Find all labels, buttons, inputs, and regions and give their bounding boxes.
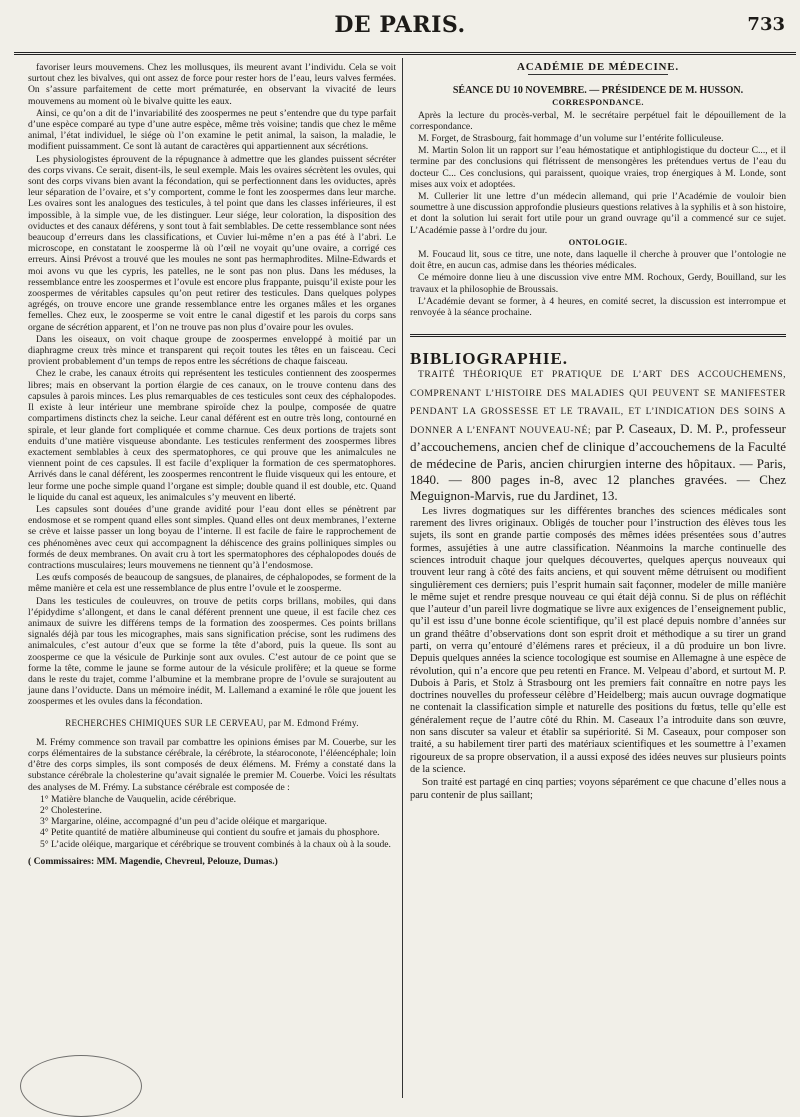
commissaires-note: ( Commissaires: MM. Magendie, Chevreul, Pelouze, Dumas.) <box>28 855 278 867</box>
page-header <box>0 0 800 60</box>
book-entry <box>410 365 786 504</box>
book-meta: par P. Caseaux, D. M. P., professeur d’accouchemens, ancien chef de clinique d’accouchemens de la Faculté de médecine de Paris, ancien chirurgien interne des hôpitaux. — Paris, 1840. — 800 pages in-8, avec 12 planches gravées. — Chez Meguignon-Marvis, rue du Jardinet, 13. <box>410 420 787 504</box>
paragraph: M. Foucaud lit, sous ce titre, une note, dans laquelle il cherche à prouver que l’ontologie ne doit être, en aucun cas, admise dans les théories médicales. <box>410 249 786 272</box>
paragraph: favoriser leurs mouvemens. Chez les mollusques, ils meurent avant l’individu. Cela se voit surtout chez les bivalves, qui ont assez de force pour rester hors de l’eau, leurs valves fermées. On s’assure parfaitement de cette mort prématurée, en observant la vivacité de leurs mouvemens au moment où le bivalve quitte les eaux. <box>28 62 396 107</box>
paragraph: Ainsi, ce qu’on a dit de l’invariabilité des zoospermes ne peut s’entendre que du type parfait d’une espèce comparé au type d’une autre espèce, même très voisine; tandis que chez le même animal, l’état individuel, le siége où l’on examine le petit animal, la saison, la maladie, le modifient puissamment. Ce sont là autant de caractères qui appartiennent aux sécrétions. <box>28 107 396 153</box>
paragraph: M. Frémy commence son travail par combattre les opinions émises par M. Couerbe, sur les corps élémentaires de la substance cérébrale, la cérébrote, la stéaroconote, l’éléencéphale; loin d’être des corps simples, ils sont composés de deux élémens. M. Frémy a constaté dans la substance cérébrale la cholesterine qu’avait signalée le premier M. Couerbe. Voici les résultats des analyses de M. Frémy. La substance cérébrale est composée de : <box>28 736 396 793</box>
paragraph: Ce mémoire donne lieu à une discussion vive entre MM. Rochoux, Gerdy, Bouilland, sur les travaux et la philosophie de Broussais. <box>410 272 786 295</box>
paragraph: Les œufs composés de beaucoup de sangsues, de planaires, de céphalopodes, se forment de la même manière et cela est une ressemblance de plus entre l’ovule et le zoosperme. <box>28 572 396 595</box>
library-stamp <box>20 1055 142 1117</box>
left-column <box>28 62 396 868</box>
paragraph: Son traité est partagé en cinq parties; voyons séparément ce que chacune d’elles nous a paru contenir de plus saillant; <box>410 777 786 801</box>
section-subheading: RECHERCHES CHIMIQUES SUR LE CERVEAU, par M. Edmond Frémy. <box>65 717 359 728</box>
bibliographie-heading: BIBLIOGRAPHIE. <box>410 349 569 369</box>
paragraph: M. Martin Solon lit un rapport sur l’eau hémostatique et antiphlogistique du docteur C..., et il termine par des conclusions qui flétrissent de mensongères les prétendues vertus de l’eau du docteur C... Ces conclusions, qui paraissent, quoique vraies, trop énergiques à M. Londe, sont mises aux voix et adoptées. <box>410 145 786 190</box>
paragraph: L’Académie devant se former, à 4 heures, en comité secret, la discussion est interrompue et renvoyée à la séance prochaine. <box>410 295 786 319</box>
paragraph: M. Cullerier lit une lettre d’un médecin allemand, qui prie l’Académie de vouloir bien soumettre à une discussion approfondie plusieurs questions relatives à la syphilis et à son histoire, et dont la solution lui serait fort utile pour un grand ouvrage qu’il a commencé sur ce sujet. L’Académie passe à l’ordre du jour. <box>410 191 786 236</box>
header-rule <box>14 52 796 55</box>
heading-rule <box>528 74 668 75</box>
paragraph: Les livres dogmatiques sur les différentes branches des sciences médicales sont rarement des livres originaux. Obligés de toucher pour l’instruction des élèves tous les sujets, ils sont en grande partie composés des mêmes idées présentées sous d’autres formes, assujéties à une autre classification. Néanmoins la marche continuelle des sciences introduit chaque jour quelques découvertes, quelques aperçus nouveaux qui trouvent leur rang à côté des faits anciens, et qui souvent même détruisent ou modifient singulièrement ces derniers; puis l’esprit humain sait façonner, modeler de mille manière le même sujet et rendre presque nouveau ce qui était déjà connu. Si de plus on réfléchit que l’auteur d’un pareil livre dogmatique se livre aux exigences de l’enseignement public, qu’il est issu d’une bonne école scientifique, qu’il est placé depuis nombre d’années sur un grand théâtre d’observations dont son esprit droit et méthodique a su tirer un grand parti, on verra qu’entouré d’élémens rares et précieux, il a dû produire un bon livre. Depuis quelques années la science tocologique est soumise en Allemagne à une espèce de révolution, qui n’a encore que peu retenti en France. M. Velpeau d’abord, et surtout M. P. Dubois à Paris, et Stolz à Strasbourg ont les premiers fait connaître en notre pays les doctrines nouvelles du professeur célèbre d’Heidelberg; mais aucun ouvrage dogmatique ne contenait la classification simple et naturelle des positions du fœtus, telle qu’elle est généralement reçue de l’autre côté du Rhin. M. Caseaux l’a introduite dans son œuvre, non sans discuter sa valeur et établir sa supériorité. Si M. Caseaux, pour composer son traité, a su habilement tirer parti des matériaux scientifiques et les soumettre à l’examen rigoureux de sa propre observation, il a aussi exposé des idées neuves sur plusieurs points de la science. <box>410 505 786 775</box>
paragraph: Les capsules sont douées d’une grande avidité pour l’eau dont elles se pénètrent par endosmose et se rompent quand elles sont simples. Quand elles ont deux membranes, l’externe se crève et laisse passer un long boyau de l’interne. Il est facile de faire le rapprochement de ces phénomènes avec ceux qui accompagnent la déhiscence des grains polliniques simples ou formés de deux membranes. On avait cru à tort les spermatophores des céphalopodes doués de contractions musculaires; leurs mouvemens ne tiennent qu’à l’endosmose. <box>28 503 396 571</box>
book-review <box>410 506 786 802</box>
section-rule <box>410 334 786 337</box>
column-divider <box>402 58 403 1098</box>
correspondance-label: CORRESPONDANCE. <box>552 97 644 108</box>
paragraph: Dans les testicules de couleuvres, on trouve de petits corps brillans, mobiles, qui dans l’épidydime s’allongent, et dans le canal déférent prennent une queue, il est facile chez ces animaux de suivre les différens temps de la formation des zoospermes. Ces points brillans signalés déjà par tous les micographes, mais sans signification précise, sont les rudimens des animalcules, c’est autour d’eux que se forme la tête d’abord, puis la queue. Ils sont au zoosperme ce que la vésicule de Purkinje sont aux ovules. C’est autour de ce point que se forme la tête, comme le jaune se forme autour de la vésicule prolifère; et la queue se forme dans le reste du trajet, comme l’albumine et la membrane propre de l’ovule se surajoutent au jaune dans l’oviducte. Dans un mémoire inédit, M. Lallemand a examiné le rôle que jouent les zoospermes et les ovules dans la fécondation. <box>28 595 396 708</box>
book-title: TRAITÉ THÉORIQUE ET PRATIQUE DE L’ART DES ACCOUCHEMENS, COMPRENANT L’HISTOIRE DES MALADIES QUI PEUVENT SE MANIFESTER PENDANT LA GROSSESSE ET LE TRAVAIL, ET L’INDICATION DES SOINS A DONNER A L’ENFANT NOUVEAU-NÉ; <box>410 369 786 436</box>
paragraph: Chez le crabe, les canaux étroits qui représentent les testicules contiennent des zoospermes libres; mais en observant la portion élargie de ces canaux, on le trouve contenu dans des capsules à parois minces. Les plus remarquables de ces testicules sont ceux des céphalopodes. Il existe à leur intérieur une membrane spiroïde chez la poulpe, composée de quatre compartimens distincts chez la seiche. Leur canal déférent est en outre très long, contourné en spirale, et leur glande fort compliquée et comme charnue. Ces deux portions de trajets sont enduits d’une matière visqueuse abondante. Les testicules renferment des zoospermes libres exactement semblables à ceux des spermatophores, ce qui prouve que les animalcules ne viennent point de ces capsules. Il est facile d’expliquer la formation de ces spermatophores. Arrivés dans le canal déférent, les zoospermes rencontrent le fluide visqueux qui les entoure, et leur forme une poche simple quand l’organe est simple; double quand il est double, etc. Quand le liquide du canal est aqueux, les animalcules s’y meuvent en liberté. <box>28 368 396 503</box>
list-item: 3° Margarine, oléine, accompagné d’un peu d’acide oléique et margarique. <box>40 816 327 828</box>
right-column <box>410 62 786 803</box>
list-item: 5° L’acide oléique, margarique et cérébrique se trouvent combinés à la chaux où à la soude. <box>40 838 391 850</box>
running-title: DE PARIS. <box>334 12 466 38</box>
seance-line: SÉANCE DU 10 NOVEMBRE. — PRÉSIDENCE DE M. HUSSON. <box>452 85 744 97</box>
paragraph: Dans les oiseaux, on voit chaque groupe de zoospermes enveloppé à moitié par un diaphragme creux très mince et transparent qui reçoit toutes les têtes en un faisceau. Ceci provient probablement d’un temps de repos entre les sécrétions de chaque faisceau. <box>28 333 396 368</box>
paragraph: Les physiologistes éprouvent de la répugnance à admettre que les glandes puissent sécréter des corps vivans. Ce serait, disent-ils, le seul exemple. Mais les ovaires sécrètent les ovules, qui sont des corps vivans bien avant la fécondation, qui se perfectionnent dans les oviductes, après leur séparation de l’ovaire, et s’y comportent, comme le font les zoospermes dans leur marche. Les ovaires sont les analogues des testicules, à tel point que dans les classes inférieures, il est impossible, à la simple vue, de les distinguer. Leur siége, leur coloration, la disposition des oviductes et des canaux déférens, y sont tout à fait semblables. De cette ressemblance sont nées beaucoup d’erreurs dans les classifications, et Cuvier lui-même n’en a pas été à l’abri. Le microscope, en constatant le zoosperme là où l’œil ne voyait qu’une ovaire, a corrigé ces erreurs. Ainsi Prévost a trouvé que les moules ne sont pas hermaphrodites. Milne-Edwards et moi avons vu que les cypris, les patelles, ne le sont pas non plus. Dans les méduses, la ressemblance entre les zoospermes et l’ovule est encore plus frappante, puisqu’il existe pour les zoospermes de véritables capsules qu’on peut retirer des testicules. Dans quelques polypes agrégés, on trouve encore une grande ressemblance entre les organes mâles et les organes femelles. Chez eux, le zoosperme se voit entre le canal digestif et les parois du corps sans organe de sécrétion apparent, et l’on ne trouve pas non plus d’ovaire pour les ovules. <box>28 153 396 333</box>
paragraph: Après la lecture du procès-verbal, M. le secrétaire perpétuel fait le dépouillement de la correspondance. <box>410 109 786 132</box>
page-number: 733 <box>747 14 785 35</box>
list-item: 2° Cholesterine. <box>40 805 102 816</box>
academie-heading: ACADÉMIE DE MÉDECINE. <box>517 61 679 73</box>
list-item: 4° Petite quantité de matière albumineuse qui contient du soufre et jamais du phosphore. <box>40 827 380 839</box>
list-item: 1° Matière blanche de Vauquelin, acide cérébrique. <box>40 793 236 805</box>
ontologie-label: ONTOLOGIE. <box>568 236 628 247</box>
paragraph: M. Forget, de Strasbourg, fait hommage d’un volume sur l’entérite folliculeuse. <box>418 133 724 145</box>
